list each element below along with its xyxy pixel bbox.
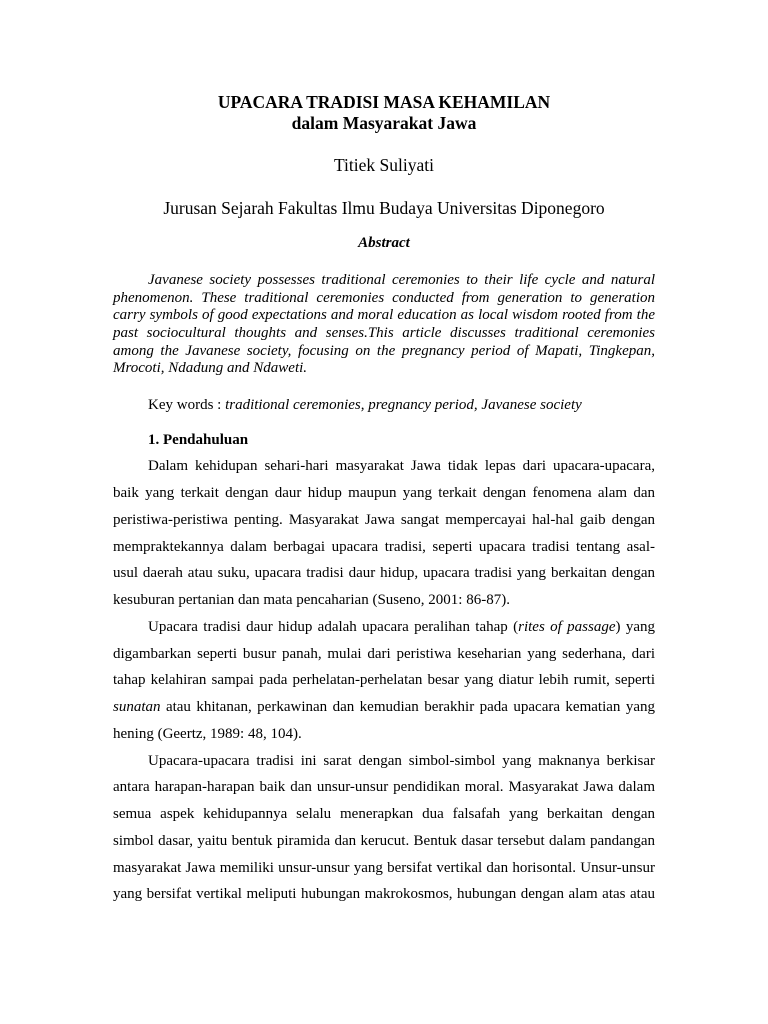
body-text-line: yang bersifat vertikal meliputi hubungan makrokosmos, hubungan dengan alam atas atau — [113, 886, 655, 903]
body-text-line: baik yang terkait dengan daur hidup maupun yang terkait dengan fenomena alam dan — [113, 485, 655, 502]
body-text-line: semua aspek kehidupannya selalu menerapkan dua falsafah yang berkaitan dengan — [113, 806, 655, 823]
body-text-line: peristiwa-peristiwa penting. Masyarakat Jawa sangat mempercayai hal-hal gaib dengan — [113, 511, 655, 528]
body-text-line: mempraktekannya dalam berbagai upacara tradisi, seperti upacara tradisi tentang asal- — [113, 538, 655, 555]
abstract-body — [113, 272, 655, 378]
body-text-line: usul daerah atau suku, upacara tradisi daur hidup, upacara tradisi yang berkaitan dengan — [113, 565, 655, 582]
paragraph-3 — [113, 748, 655, 909]
abstract-line: phenomenon. These traditional ceremonies conducted from generation to generation — [113, 289, 655, 306]
line-text: ) yang — [615, 618, 656, 635]
abstract-line: past sociocultural thoughts and senses.This article discusses traditional ceremonies — [113, 324, 655, 341]
line-text: atau khitanan, perkawinan dan kemudian berakhir pada upacara kematian yang — [160, 699, 655, 716]
italic-term: sunatan — [113, 699, 161, 716]
body-text-line: tahap kelahiran sampai pada perhelatan-perhelatan besar yang diatur lebih rumit, seperti — [113, 672, 655, 689]
body-text-line: antara harapan-harapan baik dan unsur-unsur pendidikan moral. Masyarakat Jawa dalam — [113, 779, 655, 796]
body-text-line: hening (Geertz, 1989: 48, 104). — [113, 725, 302, 742]
italic-term: rites of passage — [518, 618, 616, 635]
abstract-line: among the Javanese society, focusing on the pregnancy period of Mapati, Tingkepan, — [113, 342, 655, 359]
author-affiliation: Jurusan Sejarah Fakultas Ilmu Budaya Universitas Diponegoro — [163, 197, 605, 218]
body-text-line: Dalam kehidupan sehari-hari masyarakat Jawa tidak lepas dari upacara-upacara, — [148, 458, 655, 475]
title-line-main: UPACARA TRADISI MASA KEHAMILAN — [217, 92, 551, 112]
body-text-line: masyarakat Jawa memiliki unsur-unsur yang bersifat vertikal dan horisontal. Unsur-unsur — [113, 859, 655, 876]
section-heading: 1. Pendahuluan — [148, 431, 249, 448]
keywords-line — [113, 396, 655, 414]
paragraph-1 — [113, 453, 655, 614]
author-name: Titiek Suliyati — [333, 154, 434, 175]
body-text-line: digambarkan seperti busur panah, mulai dari peristiwa keseharian yang sederhana, dari — [113, 645, 655, 662]
body-text-line: simbol dasar, yaitu bentuk piramida dan kerucut. Bentuk dasar tersebut dalam pandangan — [113, 832, 655, 849]
line-text: Upacara tradisi daur hidup adalah upacara peralihan tahap ( — [148, 618, 519, 635]
page-content — [113, 92, 655, 908]
paragraph-2 — [113, 614, 655, 748]
body-text-line — [113, 614, 655, 641]
title-line-sub: dalam Masyarakat Jawa — [291, 113, 477, 133]
body-text-line: Upacara-upacara tradisi ini sarat dengan simbol-simbol yang maknanya berkisar — [148, 752, 655, 769]
paper-title — [113, 92, 655, 134]
abstract-heading: Abstract — [358, 235, 410, 251]
abstract-line: Mrocoti, Ndadung and Ndaweti. — [113, 360, 308, 377]
abstract-line: carry symbols of good expectations and moral education as local wisdom rooted from the — [113, 307, 655, 324]
keywords-value: traditional ceremonies, pregnancy period, Javanese society — [225, 396, 582, 413]
abstract-line: Javanese society possesses traditional ceremonies to their life cycle and natural — [148, 272, 655, 289]
keywords-label: Key words : — [148, 396, 222, 413]
body-text-line: kesuburan pertanian dan mata pencaharian (Suseno, 2001: 86-87). — [113, 592, 510, 609]
body-text-line — [113, 694, 655, 721]
